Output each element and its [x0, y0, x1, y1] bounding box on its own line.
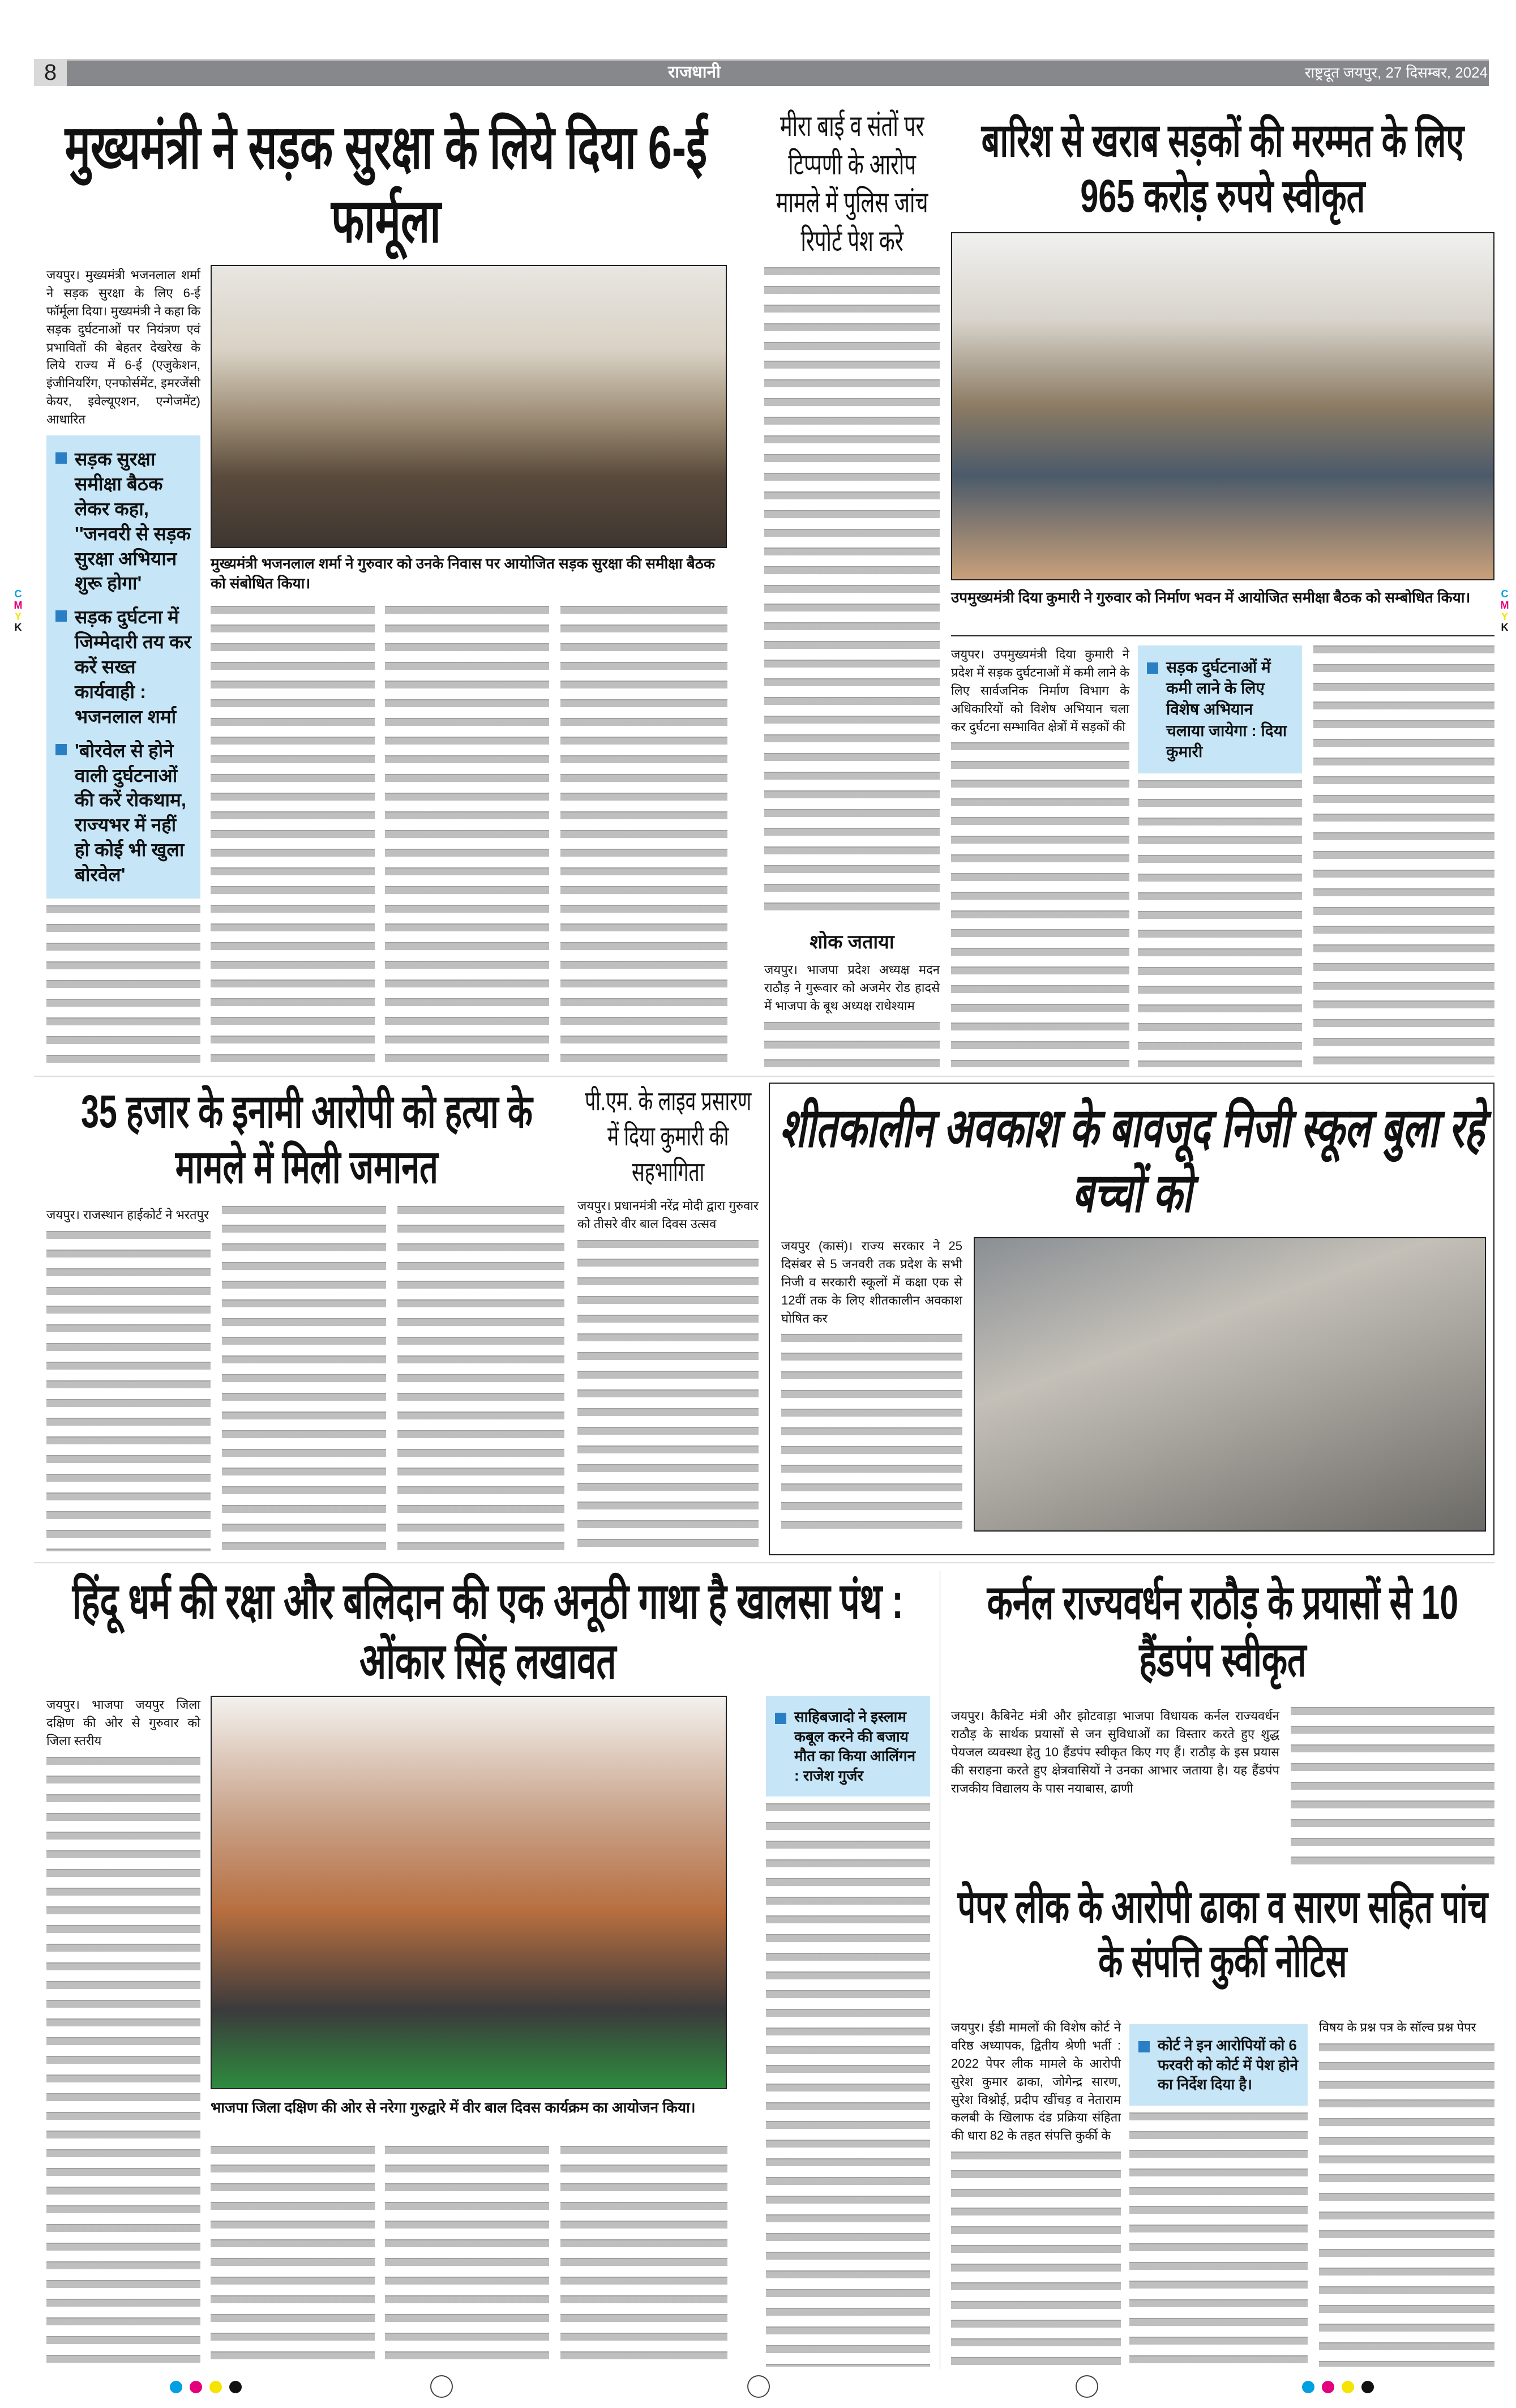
color-dot-black	[229, 2381, 242, 2393]
highlights-box	[766, 1696, 930, 1797]
headline-paper-leak: पेपर लीक के आरोपी ढाका व सारण सहित पांच के संपत्ति कुर्की नोटिस	[957, 1881, 1488, 1986]
body-text-column	[764, 267, 940, 921]
headline-khalsa: हिंदू धर्म की रक्षा और बलिदान की एक अनूठी गाथा है खालसा पंथ : ओंकार सिंह लखावत	[72, 1573, 903, 1689]
headline-meera-bai: मीरा बाई व संतों पर टिप्पणी के आरोप मामले में पुलिस जांच रिपोर्ट पेश करे	[776, 110, 928, 258]
color-dot-cyan	[170, 2381, 182, 2393]
article-lead: जयपुर। कैबिनेट मंत्री और झोटवाड़ा भाजपा विधायक कर्नल राज्यवर्धन राठौड़ के सार्थक प्रयासों से जन सुविधाओं का विस्तार करते हुए शुद्ध पेयजल व्यवस्था हेतु 10 हैंडपंप स्वीकृत किए गए हैं। राठौड़ के इस प्रयास की सराहना करते हुए क्षेत्रवासियों ने उनका आभार जताया है। यह हैंडपंप राजकीय विद्यालय के पास नयाबास, ढाणी	[951, 1709, 1279, 1795]
cmyk-m: M	[14, 599, 23, 611]
body-text-column	[46, 905, 200, 1067]
article-lead: जयपुर (कासं)। राज्य सरकार ने 25 दिसंबर से 5 जनवरी तक प्रदेश के सभी निजी व सरकारी स्कूलों में कक्षा एक से 12वीं तक के लिए शीतकालीन अवकाश घोषित कर	[781, 1239, 962, 1325]
article-lead: जयपुर। ईडी मामलों की विशेष कोर्ट ने वरिष्ठ अध्यापक, द्वितीय श्रेणी भर्ती : 2022 पेपर लीक मामले के आरोपी सुरेश कुमार ढाका, जोगेन्द्र सारण, सुरेश विश्नोई, प्रदीप खींचड़ व नेताराम कलबी के खिलाफ दंड प्रक्रिया संहिता की धारा 82 के तहत संपत्ति कुर्की के	[951, 2020, 1121, 2143]
page-number: 8	[34, 59, 67, 86]
registration-mark-icon	[430, 2375, 453, 2398]
paperleak-column-2	[1129, 2024, 1308, 2367]
masthead-bar	[34, 59, 1489, 86]
body-text-column	[1138, 780, 1302, 1067]
body-text-column	[766, 1803, 930, 2367]
headline-handpump: कर्नल राज्यवर्धन राठौड़ के प्रयासों से 10 हैंडपंप स्वीकृत	[987, 1576, 1459, 1686]
handpump-column-1	[951, 1707, 1279, 1868]
highlight-item: सड़क दुर्घटना में जिम्मेदारी तय कर करें सख्त कार्यवाही : भजनलाल शर्मा	[54, 605, 192, 729]
highlights-box	[46, 435, 200, 899]
cmyk-marker-right	[1499, 589, 1510, 634]
section-title: राजधानी	[668, 63, 721, 82]
dateline: राष्ट्रदूत जयपुर, 27 दिसम्बर, 2024	[1304, 64, 1488, 81]
khalsa-column-1	[46, 1696, 200, 2367]
color-dot-magenta	[1322, 2381, 1334, 2393]
cmyk-marker-left	[12, 589, 24, 634]
body-text-column	[211, 2146, 375, 2367]
photo-caption: भाजपा जिला दक्षिण की ओर से नरेगा गुरुद्वारे में वीर बाल दिवस कार्यक्रम का आयोजन किया।	[211, 2099, 696, 2116]
article-lead: जयपुर। मुख्यमंत्री भजनलाल शर्मा ने सड़क सुरक्षा के लिए 6-ई फॉर्मूला दिया। मुख्यमंत्री ने कहा कि सड़क दुर्घटनाओं पर नियंत्रण एवं प्रभावितों की बेहतर देखरेख के लिये राज्य में 6-ई (एजुकेशन, इंजीनियरिंग, एनफोर्समेंट, इमरजेंसी केयर, इवेल्यूएशन, एन्गेजमेंट) आधारित	[46, 268, 200, 427]
highlight-item: 'बोरवेल से होने वाली दुर्घटनाओं की करें रोकथाम, राज्यभर में नहीं हो कोई भी खुला बोरवेल'	[54, 738, 192, 887]
body-text-column	[211, 606, 375, 1067]
body-text-column	[781, 1334, 962, 1537]
color-dot-cyan	[1302, 2381, 1314, 2393]
paperleak-column-1	[951, 2018, 1121, 2367]
photo-cm-meeting	[211, 265, 727, 548]
registration-mark-icon	[747, 2375, 770, 2398]
body-text-column	[1319, 2043, 1494, 2367]
body-text-column	[951, 2152, 1121, 2367]
pm-column	[577, 1084, 759, 1551]
divider	[951, 635, 1494, 636]
body-text-column	[1313, 645, 1494, 1067]
color-dot-magenta	[190, 2381, 202, 2393]
meera-column	[764, 108, 940, 1067]
color-dot-yellow	[209, 2381, 222, 2393]
body-text-column	[1291, 1707, 1494, 1866]
roads-column-2	[1138, 645, 1302, 1067]
color-dot-yellow	[1342, 2381, 1354, 2393]
body-text-column	[46, 1757, 200, 2367]
body-text-column	[764, 1022, 940, 1067]
headline-pm-live: पी.एम. के लाइव प्रसारण में दिया कुमारी की सहभागिता	[585, 1087, 752, 1187]
highlights-box	[1129, 2024, 1308, 2106]
headline-winter-vacation: शीतकालीन अवकाश के बावजूद निजी स्कूल बुला रहे बच्चों को	[780, 1098, 1485, 1224]
khalsa-column-5	[766, 1696, 930, 2367]
photo-school-children	[974, 1237, 1486, 1532]
highlight-item: सड़क सुरक्षा समीक्षा बैठक लेकर कहा, ''जनवरी से सड़क सुरक्षा अभियान शुरू होगा'	[54, 447, 192, 596]
cmyk-k: K	[1501, 622, 1509, 634]
cmyk-c: C	[14, 588, 22, 600]
article-lead: विषय के प्रश्न पत्र के सॉल्व प्रश्न पेपर	[1319, 2020, 1476, 2034]
body-text-column	[951, 742, 1129, 1067]
cmyk-y: Y	[14, 610, 22, 622]
headline-cm-road-safety: मुख्यमंत्री ने सड़क सुरक्षा के लिये दिया 6-ई फार्मूला	[65, 113, 708, 255]
article-lead: जयपुर। राजस्थान हाईकोर्ट ने भरतपुर	[46, 1208, 209, 1222]
body-text-column	[385, 606, 549, 1067]
highlight-item: कोर्ट ने इन आरोपियों को 6 फरवरी को कोर्ट में पेश होने का निर्देश दिया है।	[1137, 2035, 1300, 2094]
body-text-column	[1129, 2112, 1308, 2367]
cmyk-k: K	[14, 622, 22, 634]
roads-column-1	[951, 645, 1129, 1067]
article-lead: जयपुर। भाजपा जयपुर जिला दक्षिण की ओर से गुरुवार को जिला स्तरीय	[46, 1697, 200, 1748]
body-text-column	[222, 1206, 386, 1551]
article-lead: जयुपर। उपमुख्यमंत्री दिया कुमारी ने प्रदेश में सड़क दुर्घटनाओं में कमी लाने के लिए सार्वजनिक निर्माण विभाग के अधिकारियों को विशेष अभियान चला कर दुर्घटना सम्भावित क्षेत्रों में सड़कों की	[951, 647, 1129, 734]
body-text-column	[560, 2146, 727, 2367]
photo-caption: मुख्यमंत्री भजनलाल शर्मा ने गुरुवार को उनके निवास पर आयोजित सड़क सुरक्षा की समीक्षा बैठक को संबोधित किया।	[211, 555, 715, 592]
photo-caption: उपमुख्यमंत्री दिया कुमारी ने गुरुवार को निर्माण भवन में आयोजित समीक्षा बैठक को सम्बोधित किया।	[951, 589, 1471, 606]
bail-column-1	[46, 1206, 211, 1551]
color-dot-black	[1361, 2381, 1374, 2393]
body-text-column	[397, 1206, 564, 1551]
cmyk-c: C	[1501, 588, 1509, 600]
body-text-column	[46, 1231, 211, 1551]
article-lead: जयपुर। भाजपा प्रदेश अध्यक्ष मदन राठौड़ ने गुरूवार को अजमेर रोड हादसे में भाजपा के बूथ अध्यक्ष राधेश्याम	[764, 963, 940, 1013]
article-lead: जयपुर। प्रधानमंत्री नरेंद्र मोदी द्वारा गुरुवार को तीसरे वीर बाल दिवस उत्सव	[577, 1199, 759, 1231]
subhead-condolence: शोक जताया	[810, 931, 894, 953]
highlight-item: सड़क दुर्घटनाओं में कमी लाने के लिए विशेष अभियान चलाया जायेगा : दिया कुमारी	[1146, 657, 1294, 762]
body-text-column	[577, 1240, 759, 1551]
body-text-column	[560, 606, 727, 1067]
photo-gurudwara-event	[211, 1696, 727, 2089]
registration-mark-icon	[1076, 2375, 1098, 2398]
paperleak-column-3	[1319, 2018, 1494, 2367]
cm-left-column	[46, 266, 200, 1067]
headline-bail: 35 हजार के इनामी आरोपी को हत्या के मामले में मिली जमानत	[80, 1086, 533, 1194]
headline-road-repair: बारिश से खराब सड़कों की मरम्मत के लिए 965 करोड़ रुपये स्वीकृत	[981, 115, 1464, 223]
school-column	[781, 1237, 962, 1537]
highlight-item: साहिबजादो ने इस्लाम कबूल करने की बजाय मौत का किया आलिंगन : राजेश गुर्जर	[774, 1707, 922, 1785]
photo-review-meeting	[951, 232, 1494, 580]
cmyk-y: Y	[1501, 610, 1508, 622]
body-text-column	[385, 2146, 549, 2367]
highlights-box	[1138, 645, 1302, 773]
cmyk-m: M	[1500, 599, 1509, 611]
